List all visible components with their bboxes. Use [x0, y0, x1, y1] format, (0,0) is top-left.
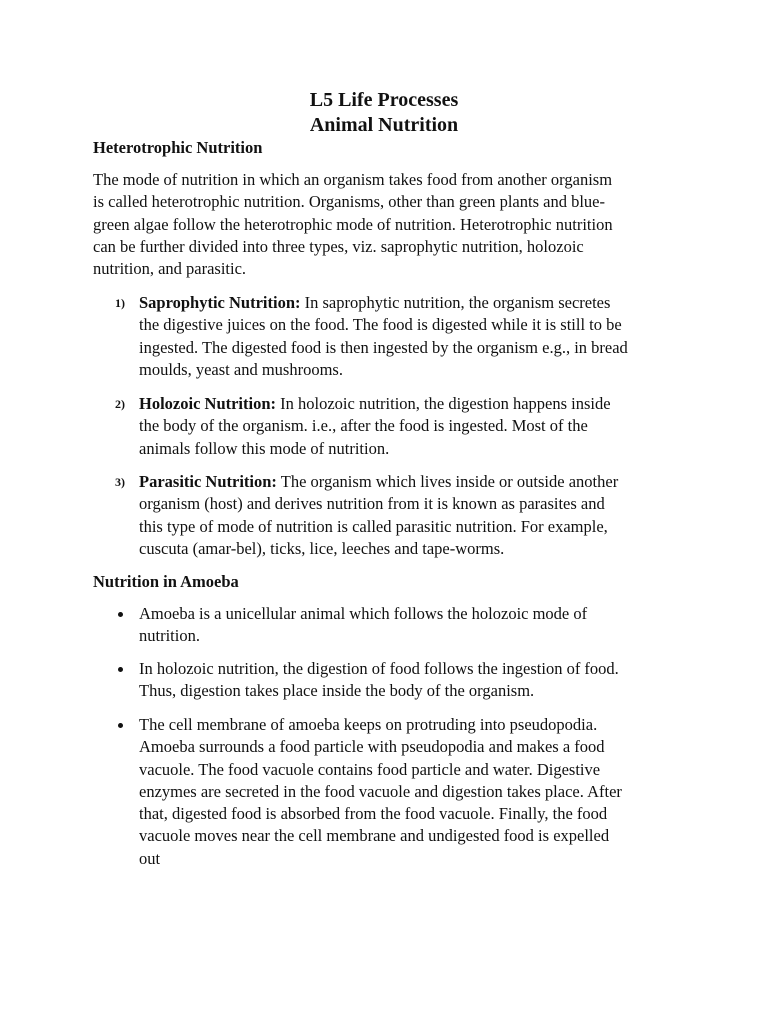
bullet-dot — [118, 667, 123, 672]
bullet-dot — [118, 612, 123, 617]
bullet-line: Amoeba surrounds a food particle with pseudopodia and makes a food — [139, 737, 605, 757]
bullet-line: out — [139, 848, 161, 868]
numbered-list — [93, 471, 683, 560]
list-item-first-line — [139, 471, 683, 493]
list-item-line: this type of mode of nutrition is called parasitic nutrition. For example, — [139, 516, 608, 536]
list-marker: 3) — [115, 475, 125, 489]
list-item-line: ingested. The digested food is then ingested by the organism e.g., in bread — [139, 337, 628, 357]
list-item-line: the body of the organism. i.e., after the food is ingested. Most of the — [139, 416, 588, 436]
term-text: In saprophytic nutrition, the organism secretes — [300, 293, 611, 312]
term-label: Saprophytic Nutrition: — [139, 293, 301, 312]
title-line-1: L5 Life Processes — [309, 89, 459, 111]
bullet-line: The cell membrane of amoeba keeps on protruding into pseudopodia. — [139, 715, 598, 734]
paragraph-line: is called heterotrophic nutrition. Organisms, other than green plants and blue- — [93, 192, 605, 212]
list-item-line: cuscuta (amar-bel), ticks, lice, leeches and tape-worms. — [139, 538, 505, 558]
bullet-line: In holozoic nutrition, the digestion of food follows the ingestion of food. — [139, 659, 619, 678]
bullet-line: that, digested food is absorbed from the food vacuole. Finally, the food — [139, 804, 608, 824]
bullet-dot — [118, 723, 123, 728]
bullet-line: Amoeba is a unicellular animal which follows the holozoic mode of — [139, 604, 588, 623]
bullet-item — [93, 658, 683, 703]
term-label: Parasitic Nutrition: — [139, 472, 277, 491]
list-item-parasitic — [93, 471, 683, 560]
list-item-holozoic — [93, 393, 683, 460]
bullet-item — [93, 603, 683, 648]
paragraph-line: The mode of nutrition in which an organism takes food from another organism — [93, 170, 613, 189]
bullet-line: nutrition. — [139, 626, 200, 646]
page-title — [0, 88, 768, 138]
list-item-line: the digestive juices on the food. The food is digested while it is still to be — [139, 315, 622, 335]
bullet-line: vacuole. The food vacuole contains food particle and water. Digestive — [139, 759, 601, 779]
term-text: The organism which lives inside or outside another — [276, 472, 619, 491]
bullet-line: Thus, digestion takes place inside the body of the organism. — [139, 681, 535, 701]
list-item-line: animals follow this mode of nutrition. — [139, 438, 390, 458]
heading-nutrition-in-amoeba: Nutrition in Amoeba — [93, 572, 239, 591]
title-line-2: Animal Nutrition — [309, 114, 459, 136]
paragraph-line: can be further divided into three types, viz. saprophytic nutrition, holozoic — [93, 236, 584, 256]
bullet-list — [93, 714, 683, 870]
intro-paragraph — [93, 169, 678, 280]
numbered-list — [93, 292, 683, 381]
numbered-list — [93, 393, 683, 460]
bullet-line: vacuole moves near the cell membrane and undigested food is expelled — [139, 826, 610, 846]
paragraph-line: nutrition, and parasitic. — [93, 259, 247, 279]
list-item-first-line — [139, 292, 683, 314]
list-item-first-line — [139, 393, 683, 415]
term-text: In holozoic nutrition, the digestion happens inside — [276, 394, 611, 413]
paragraph-line: green algae follow the heterotrophic mode of nutrition. Heterotrophic nutrition — [93, 214, 613, 234]
list-marker: 2) — [115, 397, 125, 411]
bullet-list — [93, 603, 683, 648]
list-marker: 1) — [115, 296, 125, 310]
bullet-line: enzymes are secreted in the food vacuole and digestion takes place. After — [139, 781, 622, 801]
bullet-item — [93, 714, 683, 870]
heading-heterotrophic-nutrition: Heterotrophic Nutrition — [93, 138, 263, 157]
list-item-line: moulds, yeast and mushrooms. — [139, 359, 343, 379]
bullet-list — [93, 658, 683, 703]
term-label: Holozoic Nutrition: — [139, 394, 277, 413]
list-item-line: organism (host) and derives nutrition from it is known as parasites and — [139, 494, 605, 514]
list-item-saprophytic — [93, 292, 683, 381]
